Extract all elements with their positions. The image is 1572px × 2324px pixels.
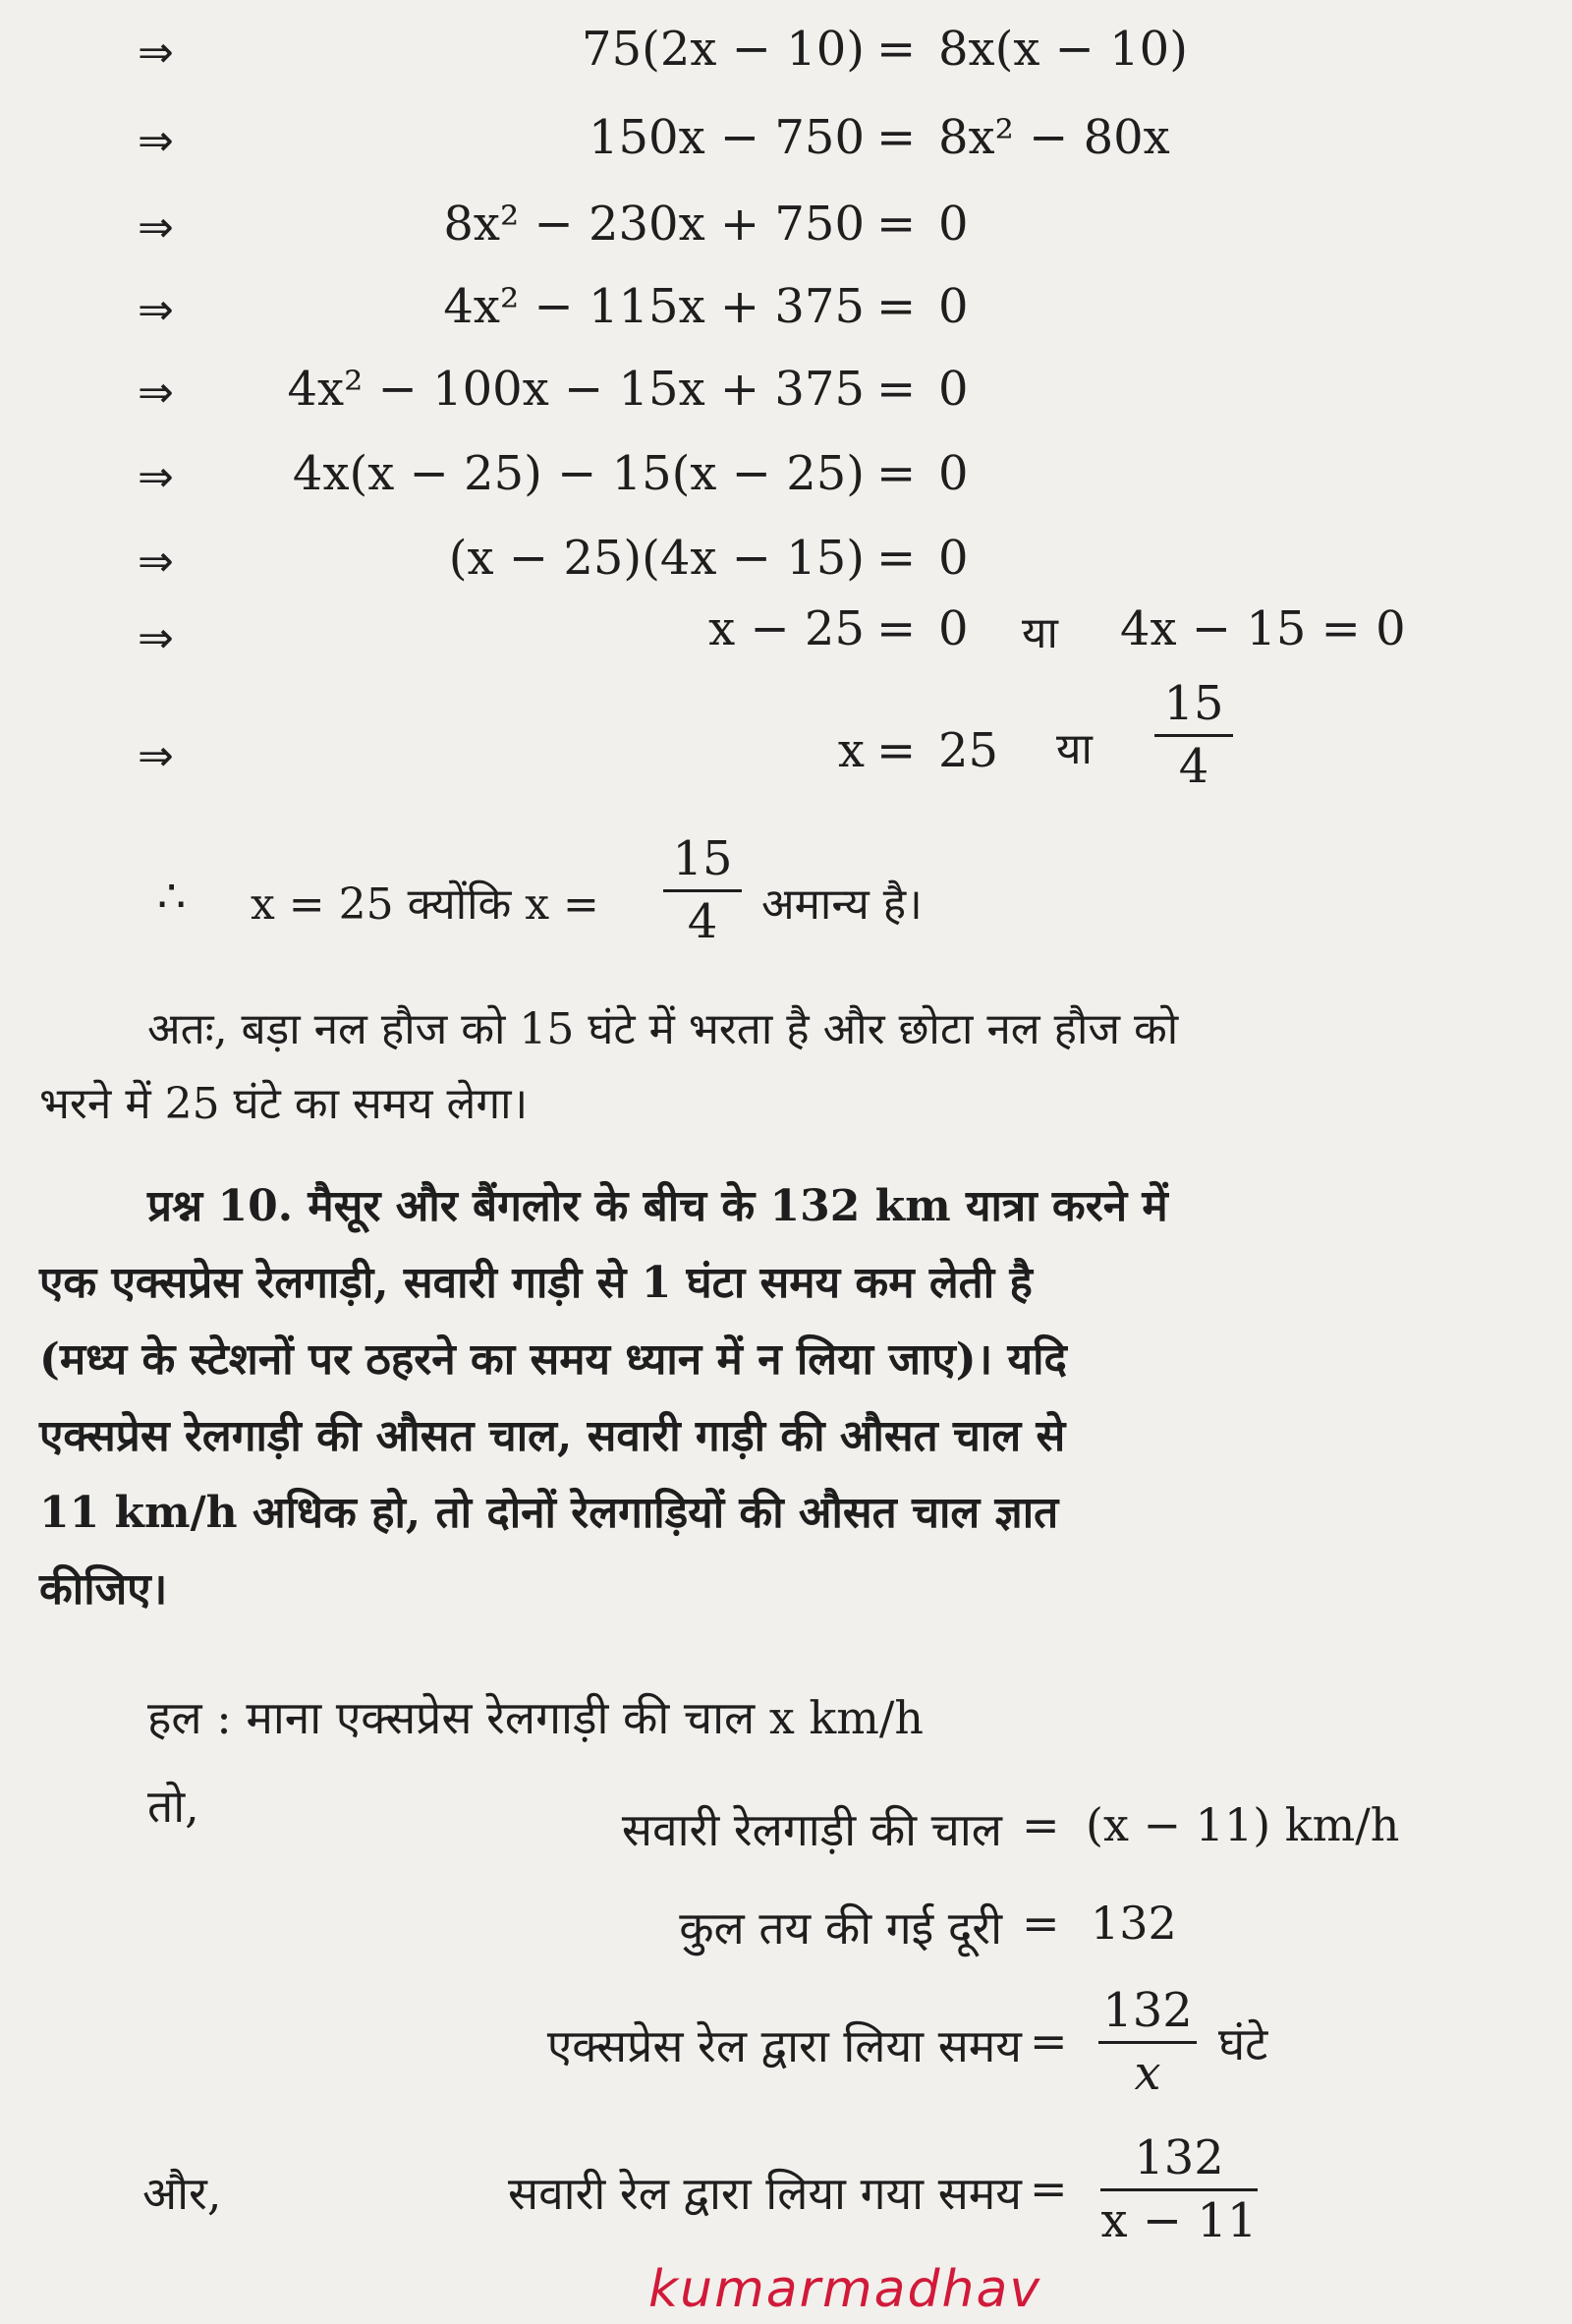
hours-unit: घंटे [1218,2017,1268,2070]
step-rhs: 25 [938,723,999,778]
therefore-symbol: ∴ [157,870,187,923]
implies-arrow: ⇒ [138,368,174,418]
equals-sign: = [1022,1897,1060,1950]
equals-sign: = [1030,2014,1068,2068]
fraction-numerator: 132 [1102,1983,1193,2038]
step-lhs: 8x² − 230x + 750 [443,197,865,252]
step-lhs: 4x² − 115x + 375 [443,279,865,334]
solution-intro: हल : माना एक्सप्रेस रेलगाड़ी की चाल x km/h [147,1691,925,1744]
fraction-numerator: 15 [1163,676,1224,731]
step-rhs: 0 [938,531,969,586]
step-lhs: (x − 25)(4x − 15) [448,531,865,586]
fraction-bar [1154,734,1233,737]
equals-sign: = [876,723,917,778]
step-lhs: x [837,723,865,778]
distance-value: 132 [1091,1897,1177,1950]
implies-arrow: ⇒ [138,285,174,335]
equals-sign: = [876,279,917,334]
question-line-6: कीजिए। [39,1564,168,1615]
fraction [1154,678,1233,793]
step-lhs: 4x² − 100x − 15x + 375 [287,362,865,417]
fraction-bar [1100,2188,1258,2191]
implies-arrow: ⇒ [138,202,174,253]
therefore-text: x = 25 क्योंकि x = [251,879,599,930]
step-rhs: 0 [938,601,969,656]
distance-label: कुल तय की गई दूरी [679,1901,1002,1955]
equals-sign: = [876,601,917,656]
equals-sign: = [876,110,917,165]
and-word: और, [142,2167,222,2220]
express-time-label: एक्सप्रेस रेल द्वारा लिया समय [546,2019,1022,2072]
step-rhs: 0 [938,197,969,252]
implies-arrow: ⇒ [138,28,174,78]
implies-arrow: ⇒ [138,731,174,781]
equals-sign: = [876,531,917,586]
step-lhs: 75(2x − 10) [582,22,865,77]
slow-speed-value: (x − 11) km/h [1086,1798,1400,1851]
fraction-denominator: 4 [1178,738,1209,794]
fraction [1098,1985,1197,2100]
conclusion-line-1: अतः, बड़ा नल हौज को 15 घंटे में भरता है और छोटा नल हौज को [147,1004,1179,1054]
question-line-4: एक्सप्रेस रेलगाड़ी की औसत चाल, सवारी गाड़ी की औसत चाल से [39,1411,1066,1461]
fraction-bar [1098,2041,1197,2044]
slow-time-label: सवारी रेल द्वारा लिया गया समय [508,2167,1022,2220]
fraction-numerator: 15 [672,831,733,886]
step-lhs: 150x − 750 [588,110,865,165]
question-line-2: एक एक्सप्रेस रेलगाड़ी, सवारी गाड़ी से 1 घंटा समय कम लेती है [39,1258,1033,1308]
question-line-5: 11 km/h अधिक हो, तो दोनों रेलगाड़ियों की औसत चाल ज्ञात [39,1488,1059,1538]
step-lhs: 4x(x − 25) − 15(x − 25) [292,446,865,501]
or-word: या [1056,724,1093,774]
slow-speed-label: सवारी रेलगाड़ी की चाल [621,1803,1002,1856]
fraction-denominator: x − 11 [1100,2192,1258,2248]
equals-sign: = [1022,1798,1060,1851]
question-line-3: (मध्य के स्टेशनों पर ठहरने का समय ध्यान में न लिया जाए)। यदि [39,1334,1067,1385]
fraction [1100,2132,1258,2247]
solution-then: तो, [147,1780,199,1833]
implies-arrow: ⇒ [138,613,174,663]
fraction-denominator: 4 [687,893,718,949]
fraction-denominator: x [1134,2045,1161,2101]
question-line-1: प्रश्न 10. मैसूर और बैंगलोर के बीच के 132 km यात्रा करने में [147,1181,1168,1231]
step-lhs: x − 25 [708,601,865,656]
equals-sign: = [876,22,917,77]
step-rhs: 8x(x − 10) [938,22,1188,77]
handwritten-signature: kumarmadhav [648,2260,1042,2319]
fraction-numerator: 132 [1134,2130,1224,2185]
implies-arrow: ⇒ [138,452,174,502]
fraction-bar [663,889,742,892]
step-rhs: 0 [938,362,969,417]
therefore-text-end: अमान्य है। [761,879,923,930]
or-word: या [1022,608,1058,658]
step-rhs: 8x² − 80x [938,110,1170,165]
equals-sign: = [876,446,917,501]
equals-sign: = [876,197,917,252]
equals-sign: = [1030,2162,1068,2215]
step-rhs: 0 [938,279,969,334]
implies-arrow: ⇒ [138,537,174,587]
conclusion-line-2: भरने में 25 घंटे का समय लेगा। [39,1079,529,1129]
alt-equation: 4x − 15 = 0 [1120,601,1406,656]
implies-arrow: ⇒ [138,116,174,166]
fraction [663,833,742,948]
step-rhs: 0 [938,446,969,501]
equals-sign: = [876,362,917,417]
